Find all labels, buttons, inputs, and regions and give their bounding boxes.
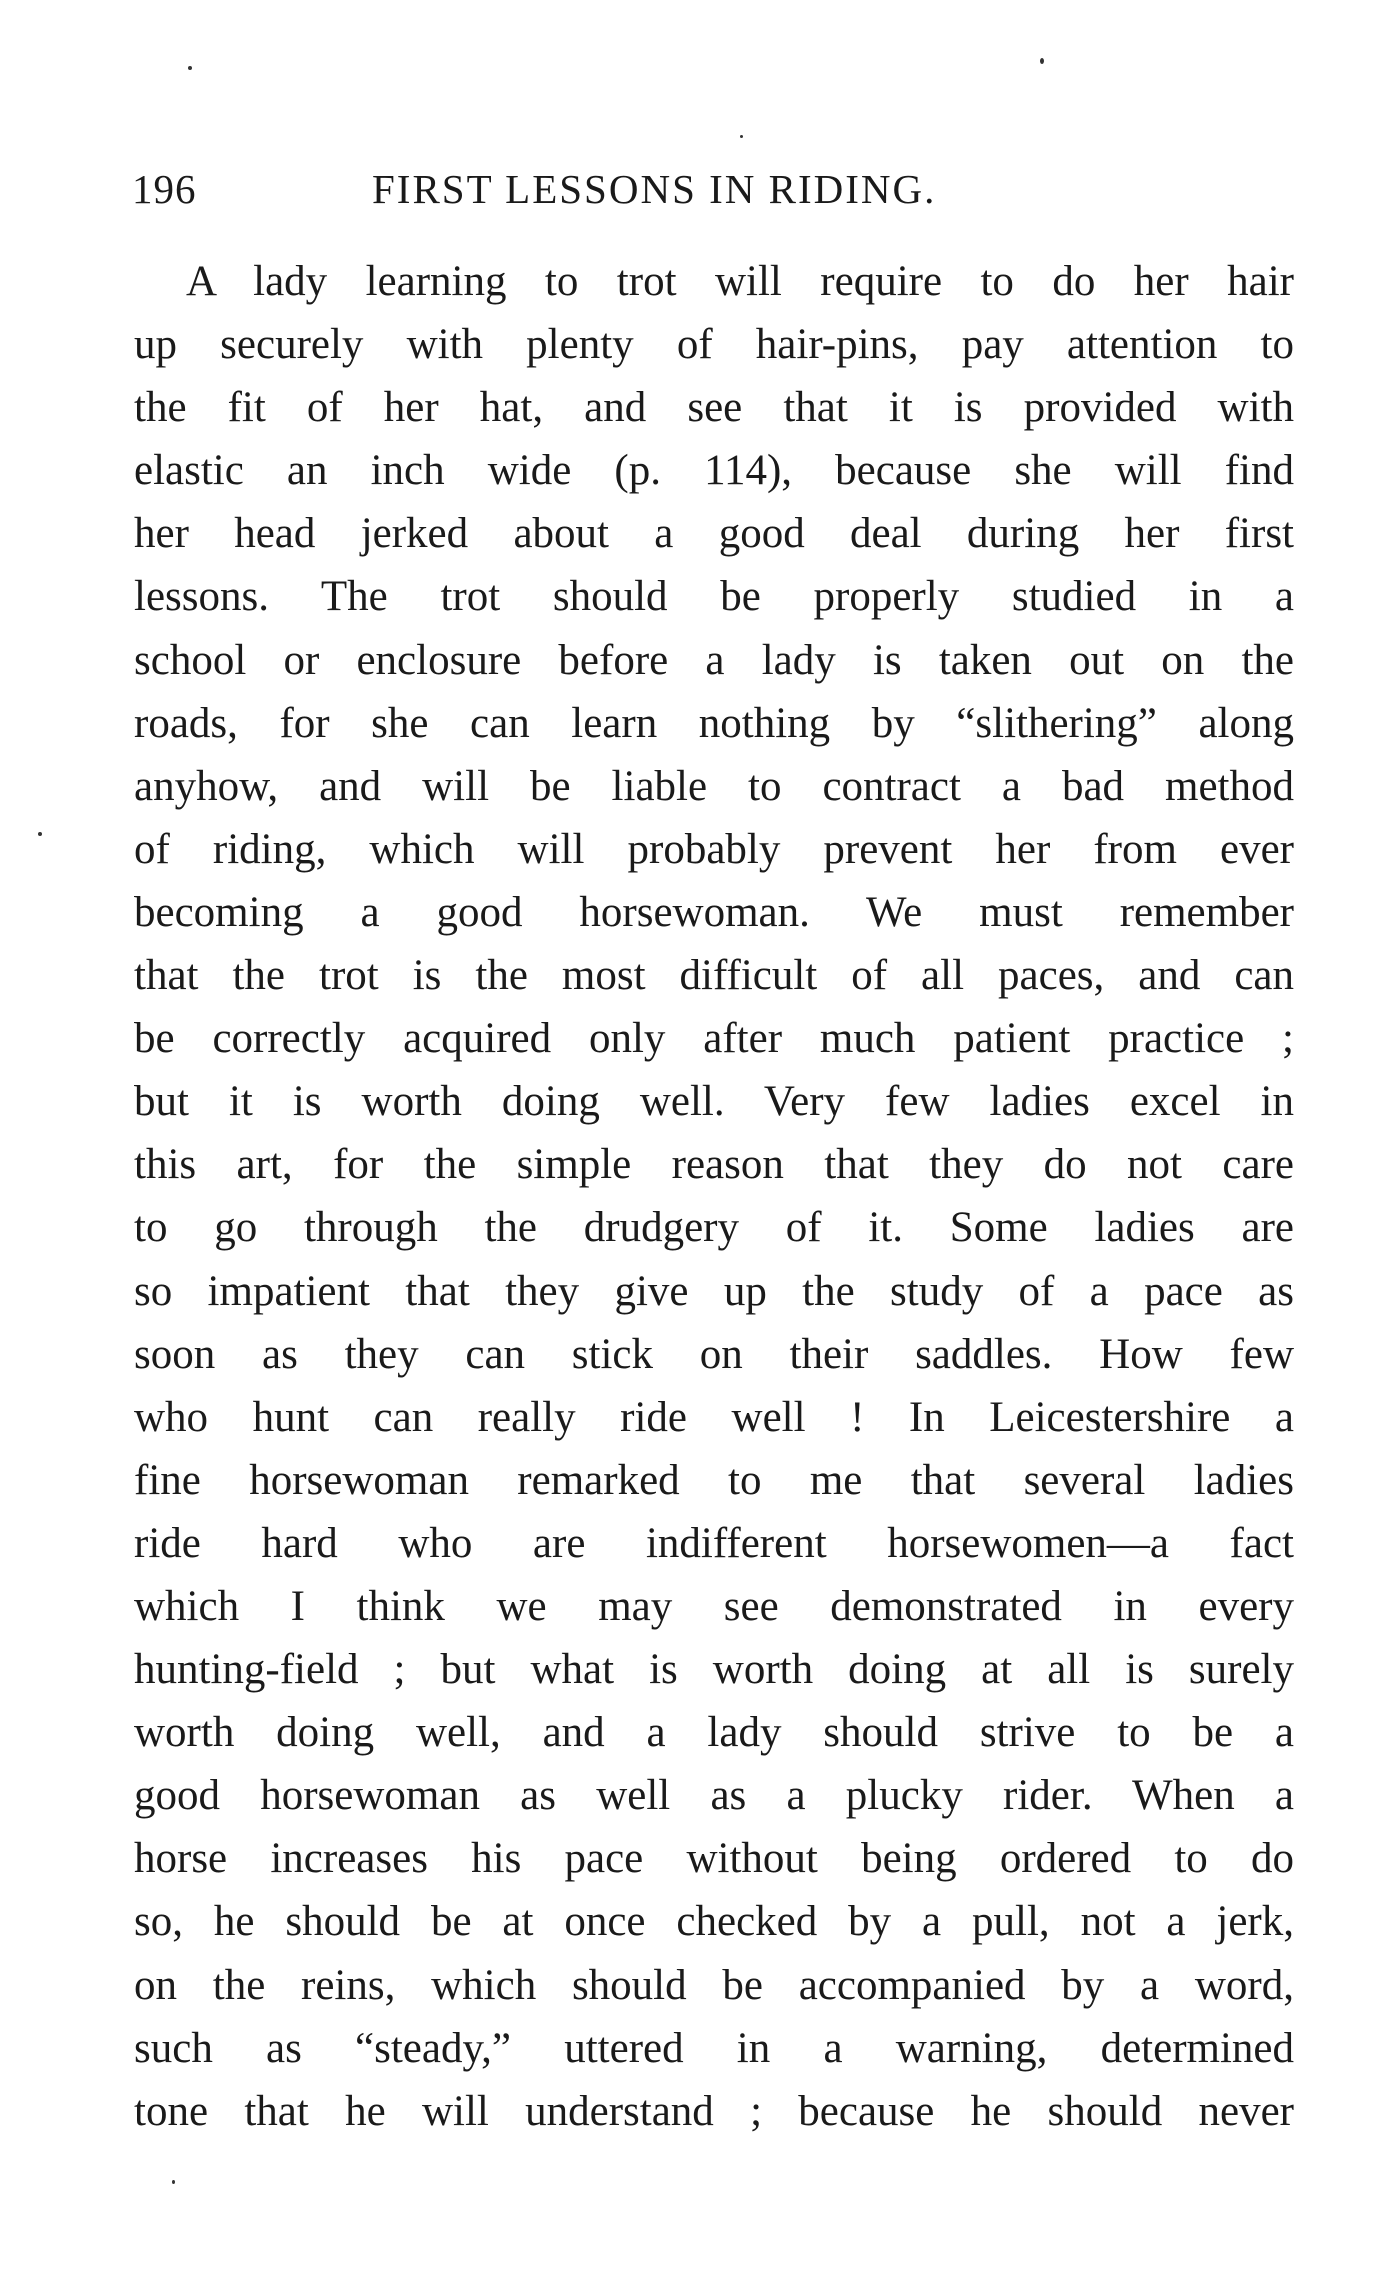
text-line: to go through the drudgery of it. Some ladies are	[134, 1204, 1294, 1252]
text-line: this art, for the simple reason that they do not care	[134, 1141, 1294, 1189]
text-line: up securely with plenty of hair-pins, pay attention to	[134, 321, 1294, 369]
body-paragraph	[134, 250, 1294, 2143]
text-line: fine horsewoman remarked to me that several ladies	[134, 1456, 1294, 1504]
text-line: so impatient that they give up the study of a pace as	[134, 1267, 1294, 1315]
text-line: lessons. The trot should be properly studied in a	[134, 573, 1294, 621]
text-line: school or enclosure before a lady is taken out on the	[134, 636, 1294, 684]
text-line: hunting-field ; but what is worth doing at all is surely	[134, 1646, 1294, 1694]
text-line: tone that he will understand ; because he should never	[134, 2087, 1294, 2135]
ink-speck	[1040, 58, 1044, 64]
text-line: good horsewoman as well as a plucky rider. When a	[134, 1772, 1294, 1820]
page-header	[132, 165, 1312, 225]
text-line: roads, for she can learn nothing by “slithering” along	[134, 699, 1294, 747]
page-number: 196	[132, 166, 197, 212]
text-line: so, he should be at once checked by a pull, not a jerk,	[134, 1898, 1294, 1946]
text-line: A lady learning to trot will require to do her hair	[186, 258, 1294, 305]
text-line: that the trot is the most difficult of all paces, and can	[134, 952, 1294, 1000]
text-line: such as “steady,” uttered in a warning, determined	[134, 2024, 1294, 2072]
text-line: who hunt can really ride well ! In Leicestershire a	[134, 1393, 1294, 1441]
text-line: her head jerked about a good deal during her first	[134, 510, 1294, 558]
text-line: which I think we may see demonstrated in every	[134, 1582, 1294, 1630]
ink-speck	[188, 66, 192, 70]
text-line: soon as they can stick on their saddles. How few	[134, 1330, 1294, 1378]
text-line: be correctly acquired only after much patient practice ;	[134, 1015, 1294, 1063]
ink-speck	[740, 135, 743, 138]
text-line: the fit of her hat, and see that it is provided with	[134, 384, 1294, 432]
running-title: FIRST LESSONS IN RIDING.	[372, 166, 937, 212]
ink-speck	[172, 2180, 175, 2184]
text-line: on the reins, which should be accompanied by a word,	[134, 1961, 1294, 2009]
text-line: becoming a good horsewoman. We must remember	[134, 888, 1294, 936]
text-line: but it is worth doing well. Very few ladies excel in	[134, 1078, 1294, 1126]
text-line: ride hard who are indifferent horsewomen—a fact	[134, 1519, 1294, 1567]
text-line: of riding, which will probably prevent her from ever	[134, 825, 1294, 873]
ink-speck	[38, 832, 42, 836]
text-line: worth doing well, and a lady should strive to be a	[134, 1709, 1294, 1757]
text-line: anyhow, and will be liable to contract a bad method	[134, 762, 1294, 810]
text-line: horse increases his pace without being ordered to do	[134, 1835, 1294, 1883]
text-line: elastic an inch wide (p. 114), because she will find	[134, 447, 1294, 495]
